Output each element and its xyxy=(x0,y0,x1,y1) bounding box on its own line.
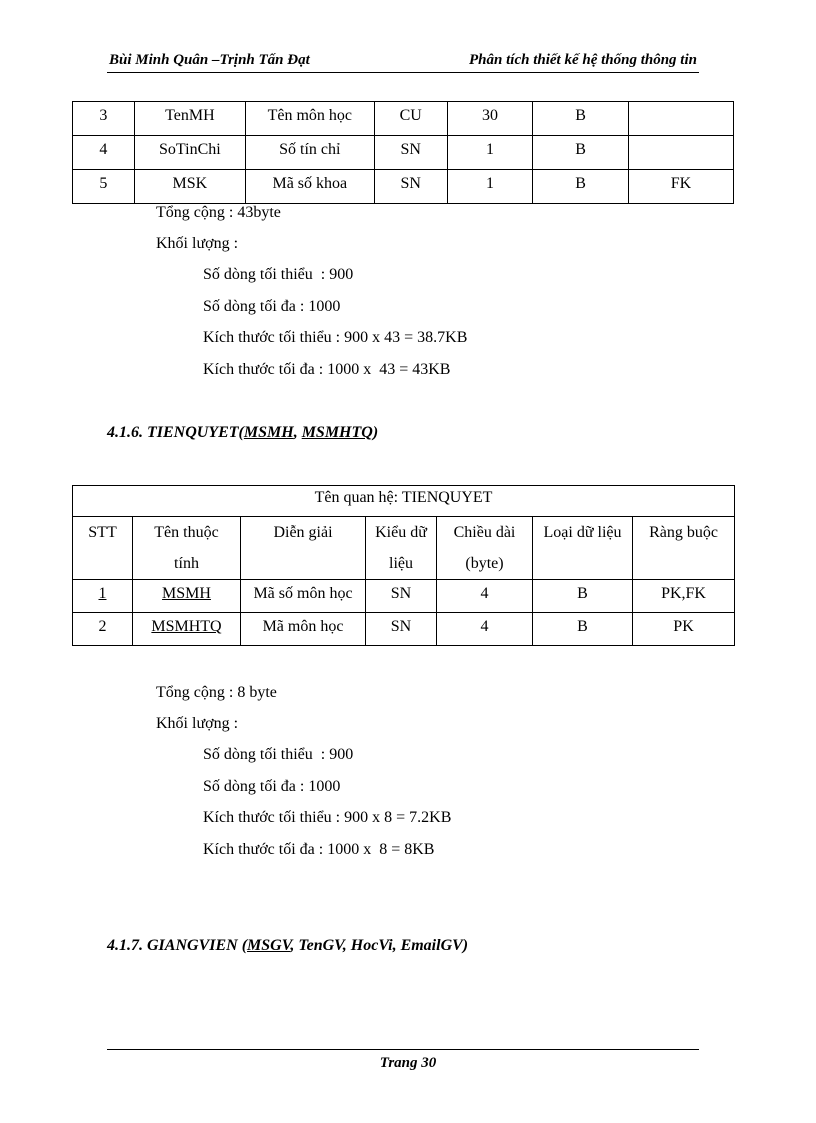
section-heading-4-1-7 xyxy=(107,937,468,955)
table-row xyxy=(73,580,735,613)
header-attribute-name xyxy=(133,517,241,580)
cell-length: 4 xyxy=(437,580,533,613)
header-authors: Bùi Minh Quân –Trịnh Tấn Đạt xyxy=(109,52,310,68)
cell-length: 1 xyxy=(447,136,532,170)
cell-data-kind: B xyxy=(533,580,633,613)
page-number: Trang 30 xyxy=(379,1055,437,1071)
volume-label-2: Khối lượng : xyxy=(156,715,239,732)
tienquyet-table xyxy=(72,485,735,646)
cell-data-kind: B xyxy=(533,136,629,170)
max-rows-1: Số dòng tối đa : 1000 xyxy=(203,298,341,315)
cell-length: 1 xyxy=(447,170,532,204)
header-data-kind xyxy=(533,517,633,580)
cell-description: Tên môn học xyxy=(245,102,374,136)
cell-length: 4 xyxy=(437,613,533,646)
header-text: Chiều dài xyxy=(453,524,516,541)
section-suffix: ) xyxy=(372,424,379,441)
footer-rule xyxy=(107,1049,699,1050)
max-rows-2: Số dòng tối đa : 1000 xyxy=(203,778,341,795)
cell-constraint: PK xyxy=(633,613,735,646)
header-text: Loại dữ liệu xyxy=(543,524,622,541)
max-size-1: Kích thước tối đa : 1000 x 43 = 43KB xyxy=(203,361,451,378)
header-constraint xyxy=(633,517,735,580)
cell-length: 30 xyxy=(447,102,532,136)
section-rest: , TenGV, HocVi, EmailGV) xyxy=(290,937,469,954)
table-row xyxy=(73,136,734,170)
header-stt xyxy=(73,517,133,580)
cell-description: Mã số khoa xyxy=(245,170,374,204)
cell-constraint xyxy=(628,102,733,136)
table-row xyxy=(73,613,735,646)
section-prefix: 4.1.6. TIENQUYET( xyxy=(107,424,244,441)
cell-stt: 3 xyxy=(73,102,135,136)
cell-attribute: MSMHTQ xyxy=(133,613,241,646)
header-text: tính xyxy=(174,555,199,572)
attribute-table-continued xyxy=(72,101,734,204)
header-text: Ràng buộc xyxy=(649,524,718,541)
min-rows-1: Số dòng tối thiểu : 900 xyxy=(203,266,354,283)
page-header xyxy=(107,50,699,73)
header-description xyxy=(241,517,366,580)
cell-attribute: MSMH xyxy=(133,580,241,613)
cell-data-kind: B xyxy=(533,613,633,646)
primary-key-1: MSMH xyxy=(243,424,294,441)
table-row xyxy=(73,102,734,136)
section-heading-4-1-6 xyxy=(107,424,378,442)
min-size-1: Kích thước tối thiểu : 900 x 43 = 38.7KB xyxy=(203,329,468,346)
cell-description: Mã số môn học xyxy=(241,580,366,613)
total-size-1: Tổng cộng : 43byte xyxy=(156,204,281,221)
cell-type: SN xyxy=(374,136,447,170)
volume-label-1: Khối lượng : xyxy=(156,235,239,252)
cell-constraint: PK,FK xyxy=(633,580,735,613)
header-text: STT xyxy=(88,524,117,541)
min-size-2: Kích thước tối thiểu : 900 x 8 = 7.2KB xyxy=(203,809,452,826)
cell-description: Mã môn học xyxy=(241,613,366,646)
cell-type: SN xyxy=(366,580,437,613)
separator: , xyxy=(293,424,302,441)
cell-stt: 2 xyxy=(73,613,133,646)
cell-attribute: MSK xyxy=(134,170,245,204)
table-header-row xyxy=(73,517,735,580)
primary-key-2: MSMHTQ xyxy=(301,424,373,441)
min-rows-2: Số dòng tối thiểu : 900 xyxy=(203,746,354,763)
cell-constraint xyxy=(628,136,733,170)
cell-type: SN xyxy=(366,613,437,646)
primary-key: MSGV xyxy=(247,937,291,954)
header-data-type xyxy=(366,517,437,580)
cell-description: Số tín chỉ xyxy=(245,136,374,170)
max-size-2: Kích thước tối đa : 1000 x 8 = 8KB xyxy=(203,841,435,858)
header-subject: Phân tích thiết kế hệ thống thông tin xyxy=(469,52,697,68)
total-size-2: Tổng cộng : 8 byte xyxy=(156,684,277,701)
cell-constraint: FK xyxy=(628,170,733,204)
cell-data-kind: B xyxy=(533,102,629,136)
header-text: Diễn giải xyxy=(273,524,333,541)
cell-stt: 5 xyxy=(73,170,135,204)
header-text: Tên thuộc xyxy=(154,524,219,541)
cell-type: SN xyxy=(374,170,447,204)
header-text: Kiểu dữ xyxy=(375,524,427,541)
header-length xyxy=(437,517,533,580)
cell-type: CU xyxy=(374,102,447,136)
cell-attribute: TenMH xyxy=(134,102,245,136)
cell-attribute: SoTinChi xyxy=(134,136,245,170)
cell-data-kind: B xyxy=(533,170,629,204)
table-title-row xyxy=(73,486,735,517)
cell-stt: 1 xyxy=(73,580,133,613)
section-prefix: 4.1.7. GIANGVIEN ( xyxy=(107,937,248,954)
header-text: liệu xyxy=(389,555,413,572)
header-text: (byte) xyxy=(465,555,504,572)
table-row xyxy=(73,170,734,204)
cell-stt: 4 xyxy=(73,136,135,170)
relation-title: Tên quan hệ: TIENQUYET xyxy=(73,486,735,517)
